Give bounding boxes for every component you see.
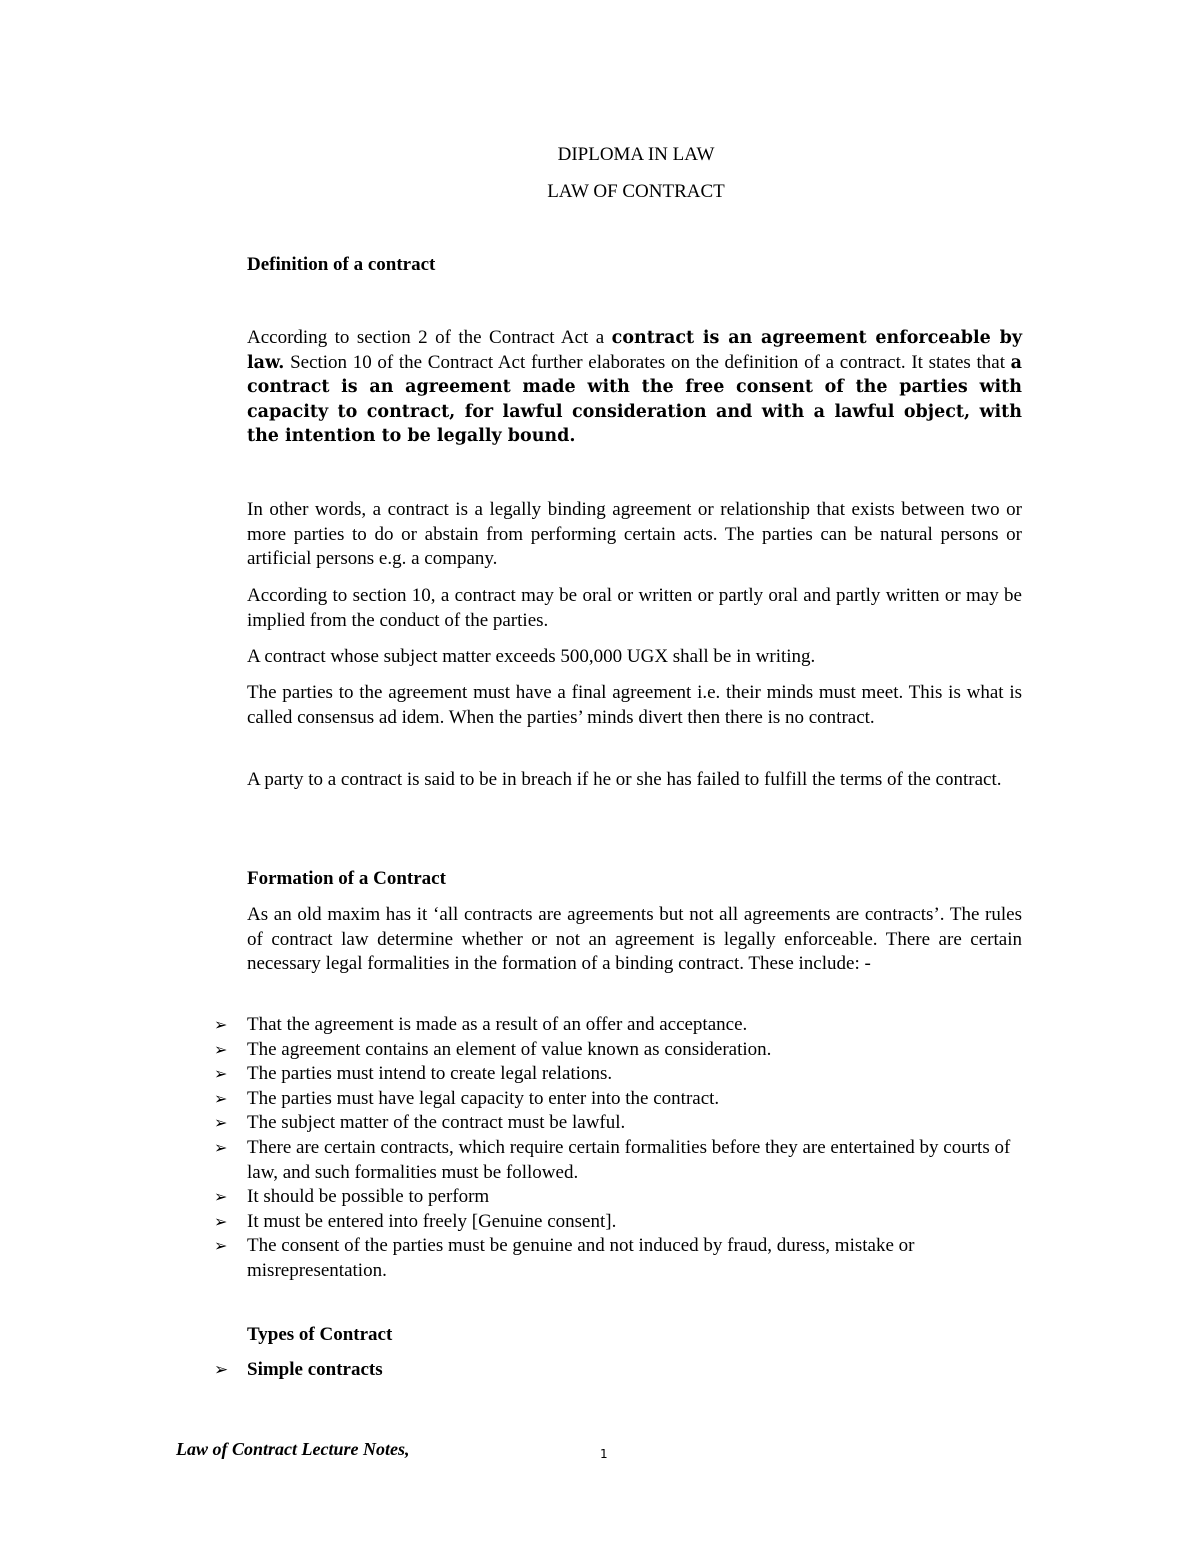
definition-emphasis-2: a contract is an agreement made with the free consent of the parties with capacity to contract, for lawful consideration and with a lawful object, with the intention to be legally bound. (247, 352, 1022, 447)
list-item-text: There are certain contracts, which require certain formalities before they are entertained by courts of law, and such formalities must be followed. (247, 1136, 1011, 1183)
list-item-text: It must be entered into freely [Genuine consent]. (247, 1210, 617, 1232)
arrow-bullet-icon: ➢ (214, 1211, 228, 1231)
breach-paragraph: A party to a contract is said to be in breach if he or she has failed to fulfill the terms of the contract. (247, 769, 1002, 790)
list-item (214, 1038, 1024, 1063)
definition-text-2: Section 10 of the Contract Act further elaborates on the definition of a contract. It states that (284, 351, 1011, 373)
consensus-paragraph: The parties to the agreement must have a final agreement i.e. their minds must meet. This is what is called consensus ad idem. When the parties’ minds divert then there is no contract. (247, 682, 1022, 728)
formation-intro-paragraph: As an old maxim has it ‘all contracts are agreements but not all agreements are contracts’. The rules of contract law determine whether or not an agreement is legally enforceable. There are certain necessary legal formalities in the formation of a binding contract. These include: - (247, 904, 1022, 975)
formation-heading: Formation of a Contract (247, 868, 446, 889)
page-footer: Law of Contract Lecture Notes, (176, 1439, 410, 1459)
page-number: 1 (600, 1447, 608, 1461)
arrow-bullet-icon: ➢ (214, 1039, 228, 1059)
arrow-bullet-icon: ➢ (214, 1236, 228, 1256)
list-item (214, 1087, 1024, 1112)
arrow-bullet-icon: ➢ (214, 1088, 228, 1108)
list-item-text: It should be possible to perform (247, 1186, 490, 1208)
definition-text-1: According to section 2 of the Contract Act a (247, 327, 612, 348)
arrow-bullet-icon: ➢ (214, 1187, 228, 1207)
formation-requirements-list (214, 1013, 1024, 1284)
section-10-paragraph: According to section 10, a contract may be oral or written or partly oral and partly written or may be implied from the conduct of the parties. (247, 585, 1022, 631)
list-item (214, 1234, 1024, 1283)
list-item-text: That the agreement is made as a result of an offer and acceptance. (247, 1014, 748, 1035)
arrow-bullet-icon: ➢ (214, 1015, 228, 1034)
list-item (214, 1185, 1024, 1210)
other-words-paragraph: In other words, a contract is a legally binding agreement or relationship that exists between two or more parties to do or abstain from performing certain acts. The parties can be natural persons or artificial persons e.g. a company. (247, 499, 1022, 570)
document-title: DIPLOMA IN LAW (557, 144, 715, 165)
writing-requirement-paragraph: A contract whose subject matter exceeds 500,000 UGX shall be in writing. (247, 646, 816, 667)
arrow-bullet-icon: ➢ (214, 1064, 228, 1084)
arrow-bullet-icon: ➢ (214, 1137, 228, 1157)
list-item (214, 1111, 1024, 1136)
arrow-bullet-icon: ➢ (214, 1113, 228, 1133)
list-item-text: The subject matter of the contract must be lawful. (247, 1112, 626, 1134)
arrow-bullet-icon: ➢ (214, 1360, 229, 1380)
list-item-text: The parties must intend to create legal relations. (247, 1063, 613, 1085)
document-subtitle: LAW OF CONTRACT (547, 181, 725, 202)
list-item (214, 1210, 1024, 1235)
definition-emphasis-1: contract is an agreement enforceable by law. (247, 328, 1023, 373)
list-item-text: The agreement contains an element of value known as consideration. (247, 1038, 772, 1060)
list-item (214, 1136, 1024, 1185)
list-item (214, 1013, 1024, 1038)
list-item (214, 1062, 1024, 1087)
definition-paragraph (247, 326, 1022, 449)
list-item-text: The consent of the parties must be genuine and not induced by fraud, duress, mistake or misrepresentation. (247, 1235, 915, 1281)
definition-heading: Definition of a contract (247, 254, 436, 275)
list-item-text: The parties must have legal capacity to enter into the contract. (247, 1087, 720, 1109)
types-list-item (214, 1359, 383, 1381)
types-heading: Types of Contract (247, 1324, 393, 1345)
types-item-text: Simple contracts (247, 1359, 383, 1380)
